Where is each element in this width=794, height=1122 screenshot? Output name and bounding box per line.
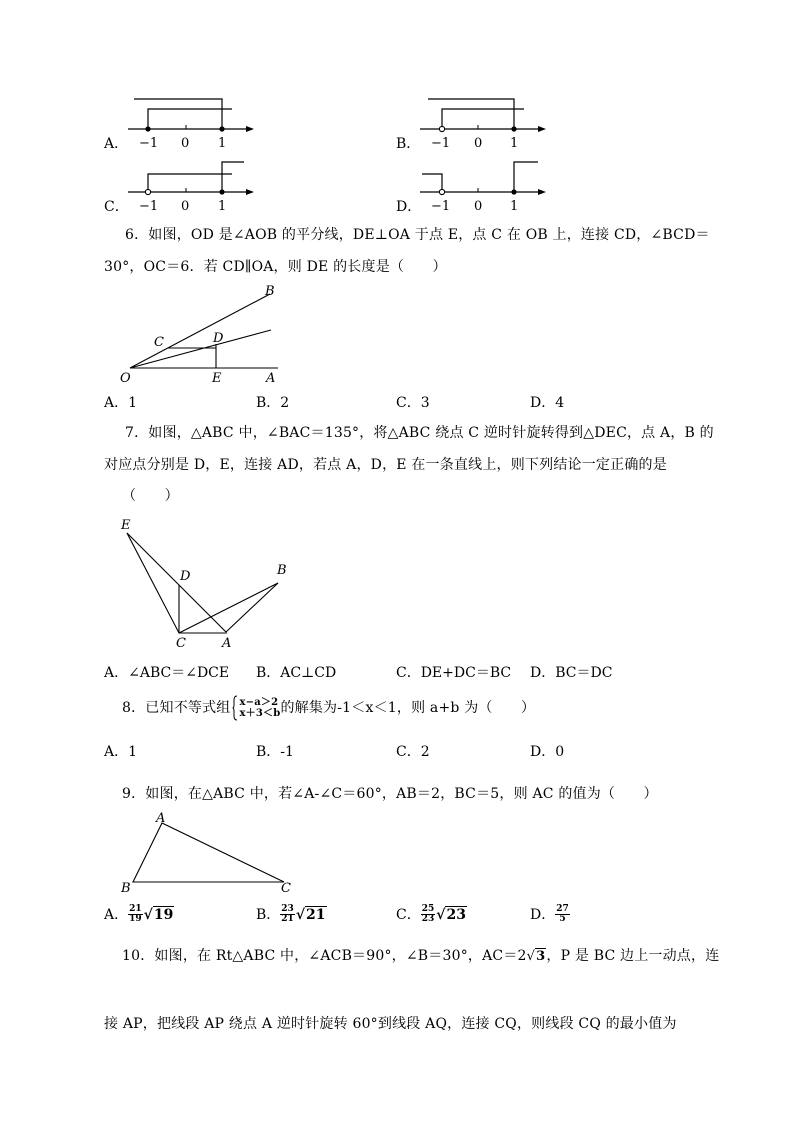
q6-label-c: C	[154, 335, 164, 350]
q9-option-d-denominator: 5	[559, 914, 566, 925]
q7-text-line3: （ ）	[122, 488, 179, 504]
q9-option-a-fraction	[128, 905, 143, 925]
q8-system	[238, 697, 281, 720]
q6-label-b: B	[265, 284, 275, 299]
q7-figure	[118, 515, 293, 640]
q5-c-tick-1: 1	[218, 199, 227, 214]
q9-option-c-label: C．	[396, 906, 421, 923]
q9-option-b-sqrt: √21	[295, 906, 326, 923]
q5-a-tick-1: 1	[218, 136, 227, 151]
q9-text: 9．如图，在△ABC 中，若∠A-∠C＝60°，AB＝2，BC＝5，则 AC 的值为（ ）	[122, 786, 658, 802]
q8-option-b: B．-1	[256, 744, 294, 760]
q5-c-tick-neg1: −1	[139, 199, 159, 214]
q7-label-e: E	[121, 518, 131, 533]
q10-radicand: 3	[536, 948, 546, 964]
q8-text	[122, 695, 535, 721]
q5-c-tick-0: 0	[181, 199, 190, 214]
q5-option-b-label: B．	[396, 136, 421, 152]
q8-text-suffix: 的解集为-1＜x＜1，则 a+b 为（ ）	[280, 700, 536, 716]
q7-option-d: D．BC＝DC	[530, 665, 613, 681]
q5-a-tick-neg1: −1	[139, 136, 159, 151]
q7-option-a: A．∠ABC＝∠DCE	[104, 665, 230, 681]
q9-option-b-radicand: 21	[306, 906, 326, 923]
q8-inequality-2: x＋3＜b	[239, 708, 281, 719]
q6-text-line2: 30°，OC＝6．若 CD∥OA，则 DE 的长度是（ ）	[104, 259, 447, 275]
q7-text-line2: 对应点分别是 D，E，连接 AD，若点 A，D，E 在一条直线上，则下列结论一定正确的是	[104, 457, 667, 473]
q5-b-tick-0: 0	[474, 136, 483, 151]
q9-option-a-label: A．	[104, 906, 129, 923]
q9-option-a	[104, 905, 174, 925]
q7-label-c: C	[176, 636, 186, 651]
q9-option-c-denominator: 23	[421, 914, 435, 925]
q7-label-a: A	[222, 636, 232, 651]
q9-option-c-radicand: 23	[446, 906, 466, 923]
q10-sqrt: √3	[526, 948, 546, 964]
q5-d-tick-0: 0	[474, 199, 483, 214]
q8-inequality-1: x−a＞2	[239, 696, 279, 708]
q10-text-line1-part1: 10．如图，在 Rt△ABC 中，∠ACB＝90°，∠B＝30°，AC＝2	[122, 948, 527, 964]
q9-option-c	[396, 905, 467, 925]
q10-text-line2: 接 AP，把线段 AP 绕点 A 逆时针旋转 60°到线段 AQ，连接 CQ，则线段 CQ 的最小值为	[104, 1016, 677, 1032]
q6-option-b: B．2	[256, 395, 290, 411]
q9-option-d-label: D．	[530, 906, 556, 923]
q9-option-d	[530, 905, 571, 925]
q9-option-c-fraction	[421, 905, 436, 925]
q8-text-prefix: 8．已知不等式组	[122, 700, 231, 716]
q8-option-d: D．0	[530, 744, 565, 760]
q9-label-c: C	[281, 881, 291, 896]
q6-label-a: A	[266, 371, 276, 386]
q6-option-a: A．1	[104, 395, 138, 411]
q6-figure	[118, 282, 288, 386]
q9-option-d-numerator: 27	[556, 904, 569, 914]
q7-option-c: C．DE+DC＝BC	[396, 665, 512, 681]
q9-label-a: A	[156, 811, 166, 826]
q6-label-o: O	[120, 371, 131, 386]
q5-a-tick-0: 0	[181, 136, 190, 151]
q6-option-d: D．4	[530, 395, 565, 411]
q8-option-c: C．2	[396, 744, 430, 760]
q7-option-b: B．AC⊥CD	[256, 665, 337, 681]
q9-figure	[118, 812, 298, 887]
q6-text-line1: 6．如图，OD 是∠AOB 的平分线，DE⊥OA 于点 E，点 C 在 OB 上，连接 CD，∠BCD＝	[125, 227, 710, 243]
q9-option-a-denominator: 19	[129, 914, 142, 925]
q7-text-line1: 7．如图，△ABC 中，∠BAC＝135°，将△ABC 绕点 C 逆时针旋转得到△DEC，点 A，B 的	[125, 425, 714, 441]
q9-option-a-sqrt: √19	[143, 906, 174, 923]
q9-option-a-radicand: 19	[153, 906, 174, 923]
q9-option-c-sqrt: √23	[436, 906, 466, 923]
q8-option-a: A．1	[104, 744, 138, 760]
q5-option-a-label: A．	[104, 136, 129, 152]
q5-b-tick-neg1: −1	[431, 136, 451, 151]
q7-label-b: B	[277, 563, 287, 578]
q10-text-line1-part2: ，P 是 BC 边上一动点，连	[546, 948, 720, 964]
q6-option-c: C．3	[396, 395, 430, 411]
q9-option-b-fraction	[280, 905, 295, 925]
q9-option-b-numerator: 23	[281, 904, 294, 914]
q5-b-tick-1: 1	[510, 136, 519, 151]
q9-option-c-numerator: 25	[421, 904, 435, 914]
q5-d-tick-1: 1	[510, 199, 519, 214]
q6-label-e: E	[212, 371, 222, 386]
q5-d-tick-neg1: −1	[431, 199, 451, 214]
q9-label-b: B	[121, 881, 131, 896]
q9-option-a-numerator: 21	[129, 904, 142, 914]
q9-option-b-denominator: 21	[281, 914, 294, 925]
q10-text-line1	[122, 949, 719, 963]
q9-option-b	[256, 905, 327, 925]
q5-option-c-label: C．	[104, 199, 129, 215]
q9-option-b-label: B．	[256, 906, 281, 923]
q9-option-d-fraction	[555, 905, 570, 925]
q7-label-d: D	[180, 569, 191, 584]
q6-label-d: D	[213, 331, 224, 346]
q5-option-d-label: D．	[396, 199, 422, 215]
